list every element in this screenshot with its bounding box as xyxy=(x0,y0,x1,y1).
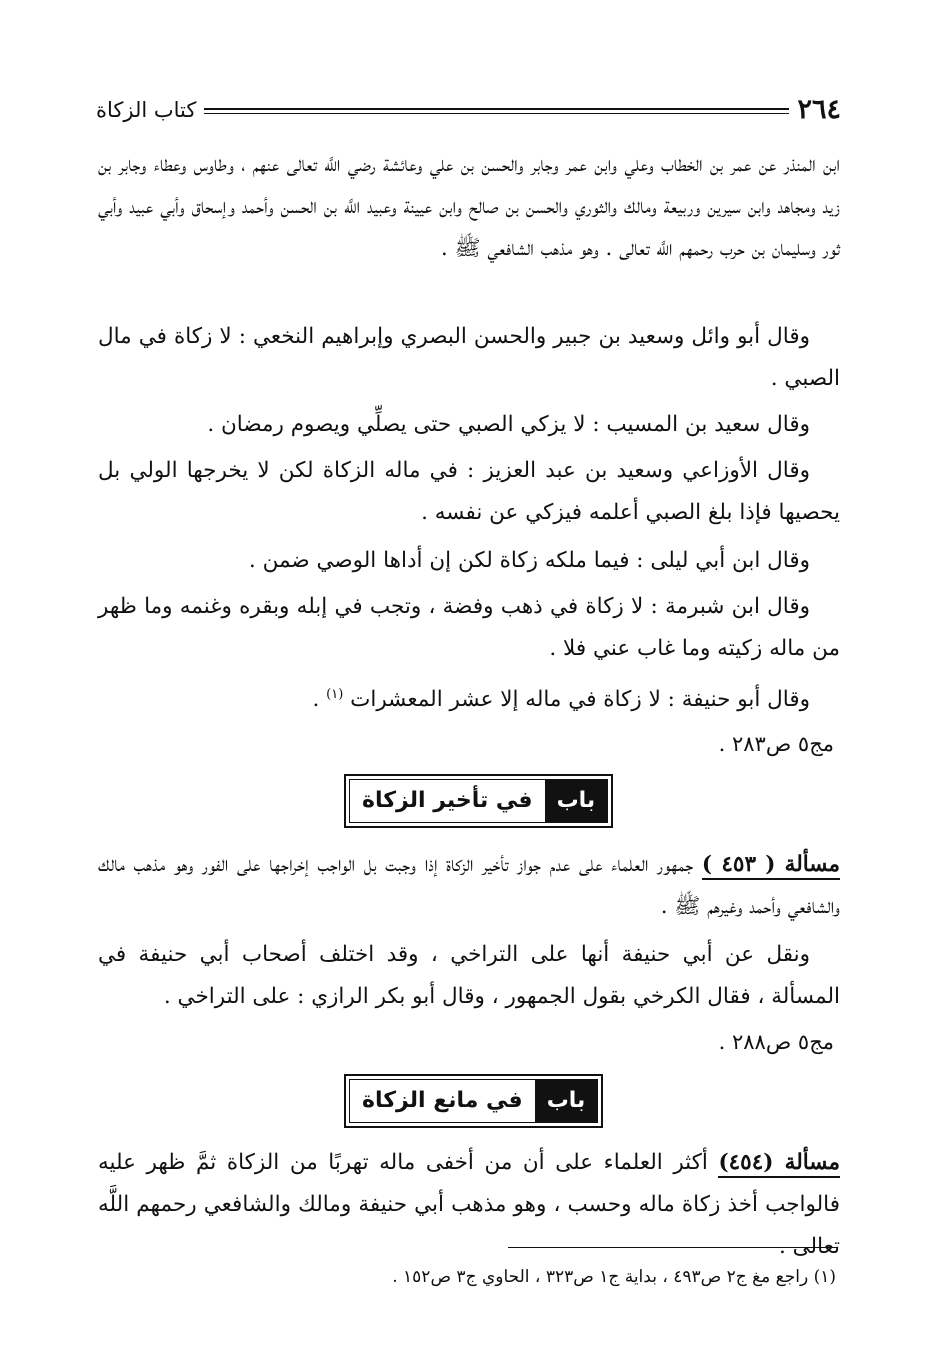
chapter-title: في تأخير الزكاة xyxy=(362,788,533,813)
footnote: (١) راجع مغ ج٢ ص٤٩٣ ، بداية ج١ ص٣٢٣ ، الحاوي ج٣ ص١٥٢ . xyxy=(392,1267,836,1287)
masala-454 xyxy=(98,1142,840,1268)
paragraph-naql: ونقل عن أبي حنيفة أنها على التراخي ، وقد اختلف أصحاب أبي حنيفة في المسألة ، فقال الكرخي بقول الجمهور ، وقال أبو بكر الرازي : على التراخي . xyxy=(98,942,840,1009)
paragraph-4: وقال الأوزاعي وسعيد بن عبد العزيز : في ماله الزكاة لكن لا يخرجها الولي بل يحصيها فإذا بلغ الصبي أعلمه فيزكي عن نفسه . xyxy=(98,458,840,525)
reference-2: مج٥ ص٢٨٨ . xyxy=(718,1030,834,1054)
header-title: كتاب الزكاة xyxy=(96,98,197,122)
masala-453 xyxy=(98,844,840,928)
paragraph-6: وقال ابن شبرمة : لا زكاة في ذهب وفضة ، وتجب في إبله وبقره وغنمه وما ظهر من ماله زكيته وما غاب عني فلا . xyxy=(98,594,840,661)
abu-hanifa-end: . xyxy=(312,687,327,713)
chapter-bab-label: باب xyxy=(545,780,608,822)
reference-1: مج٥ ص٢٨٣ . xyxy=(718,732,834,756)
page-number: ٢٦٤ xyxy=(797,94,841,125)
chapter-heading-withholder xyxy=(344,1074,603,1128)
masala-label: مسألة (٤٥٤) xyxy=(718,1150,840,1178)
abu-hanifa-text: وقال أبو حنيفة : لا زكاة في ماله إلا عشر المعشرات xyxy=(350,687,810,713)
paragraph-3: وقال سعيد بن المسيب : لا يزكي الصبي حتى يصلِّي ويصوم رمضان . xyxy=(207,412,810,437)
footnote-mark: (١) xyxy=(326,687,344,702)
footnote-separator xyxy=(508,1247,838,1248)
header-rule xyxy=(204,108,789,114)
paragraph-2: وقال أبو وائل وسعيد بن جبير والحسن البصري وإبراهيم النخعي : لا زكاة في مال الصبي . xyxy=(98,324,840,391)
masala-label: مسألة ( ٤٥٣ ) xyxy=(702,852,840,880)
masala-text: جمهور العلماء على عدم جواز تأخير الزكاة إذا وجبت بل الواجب إخراجها على الفور وهو مذهب مالك والشافعي وأحمد وغيرهم ﷺ . xyxy=(98,852,840,919)
chapter-title: في مانع الزكاة xyxy=(362,1088,523,1113)
running-header xyxy=(96,92,841,132)
paragraph-1: ابن المنذر عن عمر بن الخطاب وعلي وابن عمر وجابر والحسن بن علي وعائشة رضي اللَّه تعالى عنهم ، وطاوس وعطاء وجابر بن زيد ومجاهد وابن سيرين وربيعة ومالك والثوري والحسن بن صالح وابن عيينة وعبيد اللَّه بن الحسن وأحمد وإسحاق وأبي عبيد وأبي ثور وسليمان بن حرب رحمهم اللَّه تعالى . وهو مذهب الشافعي ﷺ . xyxy=(98,152,840,261)
chapter-bab-label: باب xyxy=(535,1080,598,1122)
paragraph-5: وقال ابن أبي ليلى : فيما ملكه زكاة لكن إن أداها الوصي ضمن . xyxy=(248,548,810,573)
chapter-heading-delay xyxy=(344,774,613,828)
paragraph-abu-hanifa xyxy=(98,674,840,721)
masala-text: أكثر العلماء على أن من أخفى ماله تهربًا من الزكاة ثمَّ ظهر عليه فالواجب أخذ زكاة ماله وحسب ، وهو مذهب أبي حنيفة ومالك والشافعي رحمهم اللَّه تعالى . xyxy=(98,1150,840,1259)
